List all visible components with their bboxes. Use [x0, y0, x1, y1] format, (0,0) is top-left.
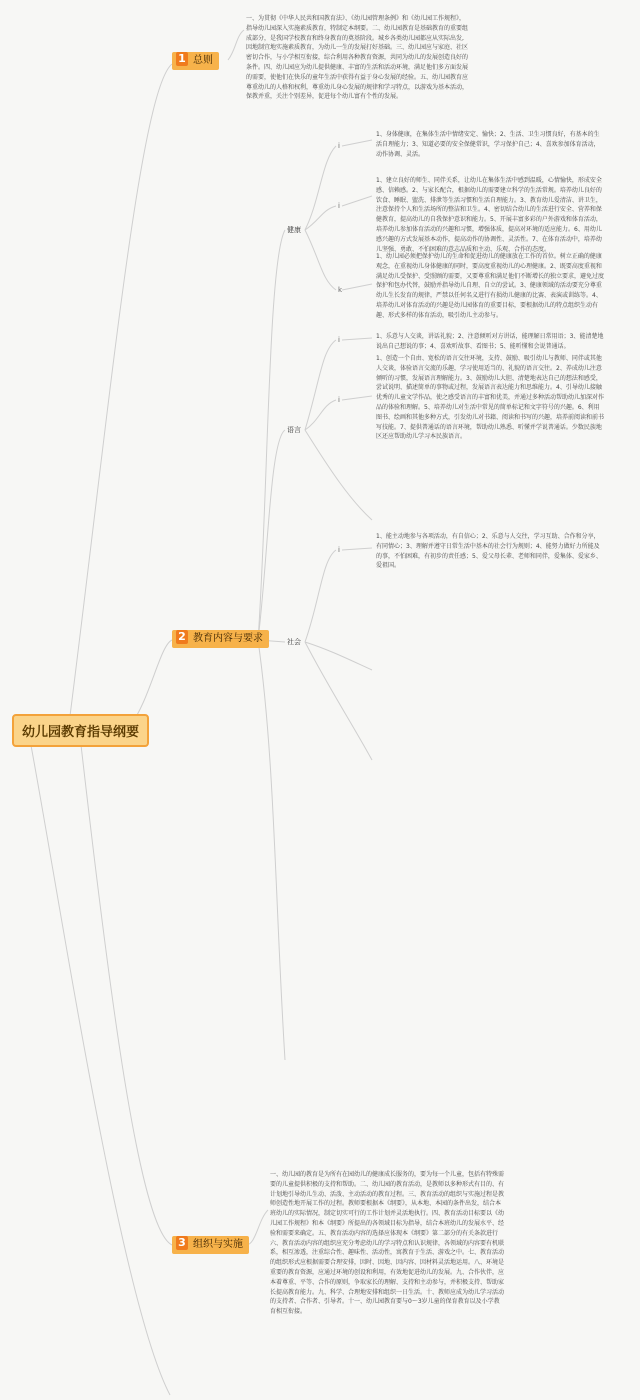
- note-health-goals: 1、身体健康，在集体生活中情绪安定、愉快；2、生活、卫生习惯良好，有基本的生活自理能力；3、知道必要的安全保健常识，学习保护自己；4、喜欢参加体育活动，动作协调、灵活。: [376, 131, 600, 158]
- branch-label-content: 教育内容与要求: [193, 633, 263, 644]
- connector-hk-note: [342, 284, 372, 290]
- connector-society-extra1: [305, 642, 372, 670]
- connector-root-org: [80, 736, 172, 1245]
- branch-number-1: 1: [176, 52, 188, 66]
- note-language-requirements: 1、创造一个自由、宽松的语言交往环境，支持、鼓励、吸引幼儿与教师、同伴或其他人交谈，体验语言交流的乐趣，学习使用适当的、礼貌的语言交往。2、养成幼儿注意倾听的习惯，发展语言理解能力。3、鼓励幼儿大胆、清楚地表达自己的想法和感受，尝试说明、描述简单的事物或过程，发展语言表达能力和思维能力。4、引导幼儿接触优秀的儿童文学作品，使之感受语言的丰富和优美，并通过多种活动帮助幼儿加深对作品的体验和理解。5、培养幼儿对生活中常见的简单标记和文字符号的兴趣。6、利用图书、绘画和其他多种方式，引发幼儿对书籍、阅读和书写的兴趣，培养前阅读和前书写技能。7、提供普通话的语言环境，帮助幼儿熟悉、听懂并学说普通话。少数民族地区还应帮助幼儿学习本民族语言。: [376, 355, 605, 441]
- branch-zongze[interactable]: [172, 52, 219, 70]
- branch-number-3: 3: [176, 1236, 188, 1250]
- connector-hi2-note: [342, 196, 372, 206]
- connector-org-text: [246, 1210, 268, 1245]
- branch-label-org: 组织与实施: [193, 1239, 243, 1250]
- note-health-requirements: 1、建立良好的师生、同伴关系，让幼儿在集体生活中感到温暖，心情愉快，形成安全感、信赖感。2、与家长配合，根据幼儿的需要建立科学的生活常规。培养幼儿良好的饮食、睡眠、盥洗、排泄等生活习惯和生活自理能力。3、教育幼儿爱清洁、讲卫生，注意保持个人和生活场所的整洁和卫生。4、密切结合幼儿的生活进行安全、营养和保健教育，提高幼儿的自我保护意识和能力。5、开展丰富多彩的户外游戏和体育活动，培养幼儿参加体育活动的兴趣和习惯，增强体质，提高对环境的适应能力。6、用幼儿感兴趣的方式发展基本动作，提高动作的协调性、灵活性。7、在体育活动中，培养幼儿坚强、勇敢、不怕困难的意志品质和主动、乐观、合作的态度。: [376, 177, 602, 253]
- connector-language-extra: [305, 430, 372, 520]
- connector-content-language: [258, 430, 285, 640]
- branch-org[interactable]: [172, 1236, 249, 1254]
- connector-health-i1: [305, 146, 336, 230]
- connector-society-i1: [305, 550, 336, 642]
- connector-hi1-note: [342, 140, 372, 146]
- connector-content-more: [258, 640, 285, 1060]
- category-society[interactable]: 社会: [287, 638, 301, 646]
- health-item-2-mark[interactable]: i: [338, 202, 340, 210]
- branch-number-2: 2: [176, 630, 188, 644]
- category-health[interactable]: 健康: [287, 226, 301, 234]
- connector-language-i1: [305, 340, 336, 430]
- connector-root-lower: [30, 740, 170, 1395]
- connector-si1-note: [342, 548, 372, 550]
- category-language[interactable]: 语言: [287, 426, 301, 434]
- health-item-1-mark[interactable]: i: [338, 142, 340, 150]
- branch-label-zongze: 总则: [193, 55, 213, 66]
- note-society-goals: 1、能主动地参与各项活动，有自信心；2、乐意与人交往，学习互助、合作和分享，有同情心；3、理解并遵守日常生活中基本的社会行为规则；4、能努力做好力所能及的事，不怕困难，有初步的责任感；5、爱父母长辈、老师和同伴，爱集体、爱家乡、爱祖国。: [376, 533, 602, 570]
- connector-li1-note: [342, 338, 372, 340]
- society-item-1-mark[interactable]: i: [338, 546, 340, 554]
- branch-content[interactable]: [172, 630, 269, 648]
- connector-society-extra2: [305, 642, 372, 760]
- language-item-1-mark[interactable]: i: [338, 336, 340, 344]
- note-org: 一、幼儿园的教育是为所有在园幼儿的健康成长服务的，要为每一个儿童，包括有特殊需要的儿童提供积极的支持和帮助。二、幼儿园的教育活动，是教师以多种形式有目的、有计划地引导幼儿生动、活泼、主动活动的教育过程。三、教育活动的组织与实施过程是教师创造性地开展工作的过程。教师要根据本《纲要》，从本地、本园的条件出发，结合本班幼儿的实际情况，制定切实可行的工作计划并灵活地执行。四、教育活动目标要以《幼儿园工作规程》和本《纲要》所提出的各领域目标为指导，结合本班幼儿的发展水平、经验和需要来确定。五、教育活动内容的选择应体现本《纲要》第二部分的有关条款进行 六、教育活动内容的组织应充分考虑幼儿的学习特点和认识规律，各领域的内容要有机联系，相互渗透，注重综合性、趣味性、活动性，寓教育于生活、游戏之中。七、教育活动的组织形式应根据需要合理安排，因时、因地、因内容、因材料灵活地运用。八、环境是重要的教育资源，应通过环境的创设和利用，有效地促进幼儿的发展。九、合作伙伴，应本着尊重、平等、合作的原则，争取家长的理解、支持和主动参与，并积极支持、帮助家长提高教育能力。九、科学、合理地安排和组织一日生活。十、教师应成为幼儿学习活动的支持者、合作者、引导者。十一、幼儿园教育要与0～3岁儿童的保育教育以及小学教育相互衔接。: [270, 1171, 505, 1316]
- connector-root-zongze: [70, 64, 172, 716]
- language-item-2-mark[interactable]: i: [338, 396, 340, 404]
- root-title[interactable]: 幼儿园教育指导纲要: [12, 714, 149, 747]
- health-item-3-mark[interactable]: k: [338, 286, 343, 294]
- connector-zongze-text: [228, 30, 244, 60]
- note-zongze: 一、为贯彻《中华人民共和国教育法》、《幼儿园管理条例》和《幼儿园工作规程》，指导幼儿园深入实施素质教育，特制定本纲要。二、幼儿园教育是基础教育的重要组成部分，是我国学校教育和终身教育的奠基阶段。城乡各类幼儿园都应从实际出发,因地制宜地实施素质教育，为幼儿一生的发展打好基础。三、幼儿园应与家庭、社区密切合作，与小学相互衔接，综合利用各种教育资源，共同为幼儿的发展创造良好的条件。四、幼儿园应为幼儿提供健康、丰富的生活和活动环境，满足他们多方面发展的需要，使他们在快乐的童年生活中获得有益于身心发展的经验。五、幼儿园教育应尊重幼儿的人格和权利，尊重幼儿身心发展的规律和学习特点，以游戏为基本活动，保教并重，关注个别差异，促进每个幼儿富有个性的发展。: [246, 15, 469, 101]
- note-language-goals: 1、乐意与人交谈，讲话礼貌；2、注意倾听对方讲话，能理解日常用语；3、能清楚地说出自己想说的事；4、喜欢听故事、看图书；5、能听懂和会说普通话。: [376, 333, 604, 350]
- connector-li2-note: [342, 396, 372, 400]
- note-health-guidance: 1、幼儿园必须把保护幼儿的生命和促进幼儿的健康放在工作的首位。树立正确的健康观念，在重视幼儿身体健康的同时，要高度重视幼儿的心理健康。2、既要高度重视和满足幼儿受保护、受照顾的需要，又要尊重和满足他们不断增长的独立要求，避免过度保护和包办代替，鼓励并指导幼儿自理、自立的尝试。3、健康领域的活动要充分尊重幼儿生长发育的规律，严禁以任何名义进行有损幼儿健康的比赛、表演或训练等。4、培养幼儿对体育活动的兴趣是幼儿园体育的重要目标，要根据幼儿的特点组织生动有趣、形式多样的体育活动，吸引幼儿主动参与。: [376, 253, 605, 319]
- connector-health-k: [305, 230, 336, 290]
